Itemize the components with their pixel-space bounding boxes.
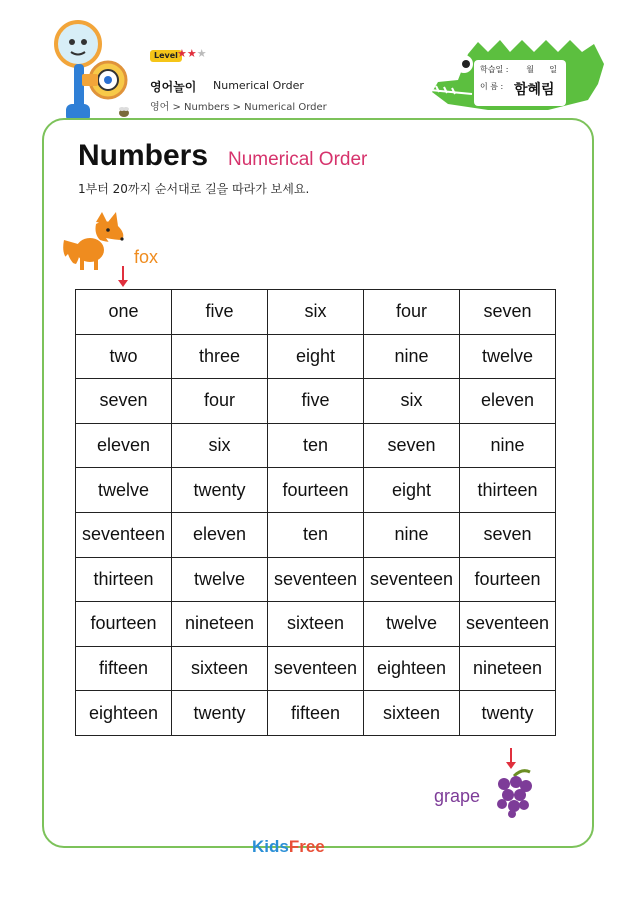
- grid-row: [76, 646, 556, 691]
- grid-cell[interactable]: eleven: [172, 512, 268, 557]
- grid-cell[interactable]: fourteen: [460, 557, 556, 602]
- grid-cell[interactable]: four: [364, 290, 460, 335]
- grid-row: [76, 602, 556, 647]
- grid-cell[interactable]: fifteen: [76, 646, 172, 691]
- star-filled-icon: ★: [186, 47, 197, 60]
- grid-cell[interactable]: nine: [460, 423, 556, 468]
- grid-cell[interactable]: seventeen: [268, 646, 364, 691]
- grid-cell[interactable]: six: [364, 379, 460, 424]
- grid-cell[interactable]: six: [268, 290, 364, 335]
- grid-cell[interactable]: seventeen: [268, 557, 364, 602]
- instruction-text: 1부터 20까지 순서대로 길을 따라가 보세요.: [78, 182, 310, 196]
- subject-label: 영어놀이: [150, 80, 197, 94]
- breadcrumb: 영어 > Numbers > Numerical Order: [150, 102, 327, 113]
- grid-row: [76, 290, 556, 335]
- grid-row: [76, 691, 556, 736]
- grid-cell[interactable]: twelve: [364, 602, 460, 647]
- grid-cell[interactable]: eleven: [460, 379, 556, 424]
- page-subtitle: Numerical Order: [228, 149, 368, 170]
- end-label-grape: grape: [434, 786, 481, 806]
- grid-cell[interactable]: ten: [268, 512, 364, 557]
- grid-row: [76, 423, 556, 468]
- grid-cell[interactable]: thirteen: [76, 557, 172, 602]
- grid-cell[interactable]: twelve: [76, 468, 172, 513]
- grid-cell[interactable]: five: [172, 290, 268, 335]
- grid-cell[interactable]: ten: [268, 423, 364, 468]
- grid-cell[interactable]: thirteen: [460, 468, 556, 513]
- page-title: Numbers: [78, 139, 209, 172]
- grid-cell[interactable]: eighteen: [364, 646, 460, 691]
- student-name: 함혜림: [514, 82, 555, 98]
- header-subtitle: Numerical Order: [213, 79, 304, 92]
- grid-cell[interactable]: nineteen: [460, 646, 556, 691]
- grid-cell[interactable]: fourteen: [268, 468, 364, 513]
- grid-row: [76, 468, 556, 513]
- grid-cell[interactable]: fourteen: [76, 602, 172, 647]
- grid-cell[interactable]: seventeen: [460, 602, 556, 647]
- grid-cell[interactable]: twenty: [172, 691, 268, 736]
- grid-cell[interactable]: twenty: [172, 468, 268, 513]
- grid-cell[interactable]: sixteen: [364, 691, 460, 736]
- star-filled-icon: ★: [177, 47, 187, 60]
- grid-cell[interactable]: six: [172, 423, 268, 468]
- grid-cell[interactable]: twenty: [460, 691, 556, 736]
- start-arrow-icon: [118, 266, 128, 288]
- fox-icon: [60, 210, 130, 274]
- grid-cell[interactable]: three: [172, 334, 268, 379]
- grid-cell[interactable]: seven: [460, 290, 556, 335]
- bee-icon: [117, 106, 131, 118]
- grid-cell[interactable]: fifteen: [268, 691, 364, 736]
- grid-row: [76, 512, 556, 557]
- grid-row: [76, 557, 556, 602]
- number-maze-grid: [75, 289, 556, 736]
- grid-cell[interactable]: nine: [364, 512, 460, 557]
- grid-row: [76, 379, 556, 424]
- grid-cell[interactable]: seven: [364, 423, 460, 468]
- grid-cell[interactable]: two: [76, 334, 172, 379]
- grid-cell[interactable]: five: [268, 379, 364, 424]
- logo-free-text: Free: [288, 837, 325, 856]
- name-label: 이 름 :: [480, 82, 504, 91]
- grid-cell[interactable]: sixteen: [172, 646, 268, 691]
- kidsfree-logo: [252, 837, 325, 857]
- logo-kids-text: Kids: [252, 837, 289, 856]
- grid-cell[interactable]: seventeen: [76, 512, 172, 557]
- grid-cell[interactable]: eight: [268, 334, 364, 379]
- level-badge: Level: [150, 50, 182, 62]
- grid-cell[interactable]: eleven: [76, 423, 172, 468]
- grid-cell[interactable]: seven: [460, 512, 556, 557]
- grid-row: [76, 334, 556, 379]
- grid-cell[interactable]: seventeen: [364, 557, 460, 602]
- grid-cell[interactable]: four: [172, 379, 268, 424]
- grid-cell[interactable]: nine: [364, 334, 460, 379]
- grid-cell[interactable]: nineteen: [172, 602, 268, 647]
- star-empty-icon: ★: [196, 47, 207, 60]
- grid-cell[interactable]: twelve: [172, 557, 268, 602]
- grid-cell[interactable]: seven: [76, 379, 172, 424]
- grid-cell[interactable]: eighteen: [76, 691, 172, 736]
- grid-cell[interactable]: sixteen: [268, 602, 364, 647]
- end-arrow-icon: [506, 748, 516, 770]
- difficulty-stars: [177, 47, 207, 60]
- grid-cell[interactable]: eight: [364, 468, 460, 513]
- grid-cell[interactable]: one: [76, 290, 172, 335]
- grid-cell[interactable]: twelve: [460, 334, 556, 379]
- study-date-label: 학습일 : 월 일: [480, 65, 557, 74]
- grape-icon: [492, 768, 536, 818]
- start-label-fox: fox: [134, 247, 159, 267]
